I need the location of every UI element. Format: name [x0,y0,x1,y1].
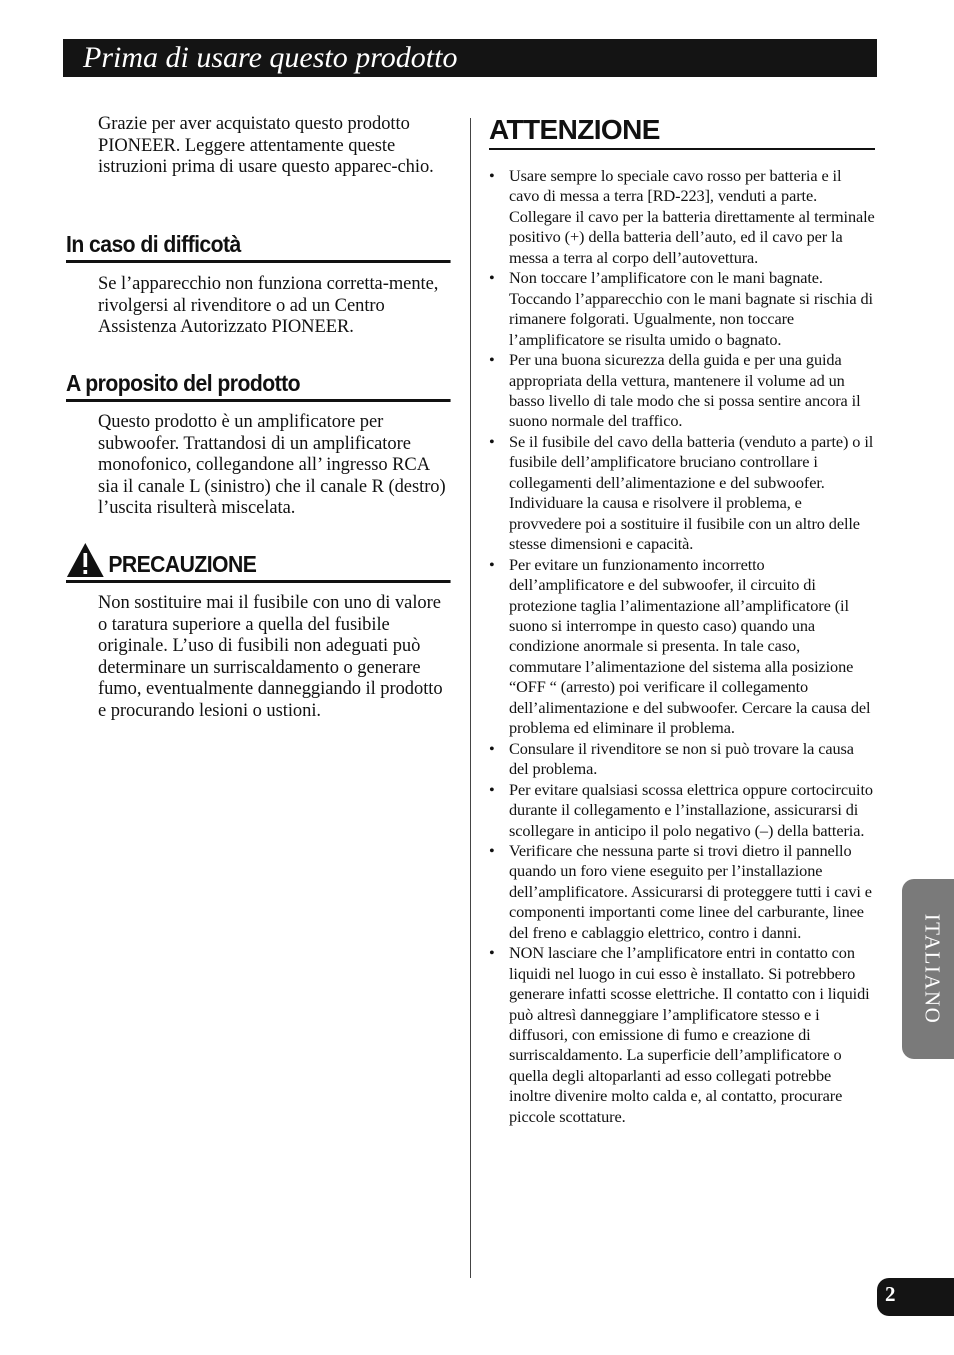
list-item-text: Usare sempre lo speciale cavo rosso per batteria e il cavo di messa a terra [RD-223], venduti a parte. Collegare il cavo per la batteria direttamente al terminale positivo (+) della batteria dell’auto, ed il cavo per la messa a terra al corpo dell’autovettura. [509,166,875,267]
bullet-icon: • [489,779,495,799]
column-divider [470,118,471,1278]
bullet-icon: • [489,268,495,288]
list-item [489,555,875,739]
list-item [489,943,875,1127]
list-item-text: NON lasciare che l’amplificatore entri in contatto con liquidi nel luogo in cui esso è installato. Si potrebbero generare infatti scosse elettriche. Il contatto con i liquidi può altresì danneggiare l’amplificatore stesso e i diffusori, con emissione di fumo e creazione di surriscaldamento. La superficie dell’amplificatore o quella degli altoparlanti ad esso collegati potrebbe inoltre divenire molto calda e, al contatto, procurare piccole scottature. [509,943,870,1126]
list-item-text: Se il fusibile del cavo della batteria (venduto a parte) o il fusibile dell’amplificatore bruciano controllare i collegamenti dell’alimentazione e del subwoofer. Individuare la causa e risolvere il problema, e provvedere poi a sostituire il fusibile con un altro delle stesse dimensioni e capacità. [509,431,874,554]
bullet-icon: • [489,431,495,451]
language-tab-label: ITALIANO [920,913,945,1025]
heading-attenzione: ATTENZIONE [489,114,875,150]
list-item-text: Per una buona sicurezza della guida e per una guida appropriata della vettura, mantenere il volume ad un basso livello di tale modo che si possa sentire ancora il suono normale del traffico. [509,350,861,431]
list-item [489,350,875,432]
attenzione-list [489,166,875,1127]
list-item [489,432,875,555]
intro-text: Grazie per aver acquistato questo prodotto PIONEER. Leggere attentamente queste istruzioni prima di usare questo apparec-chio. [98,114,434,178]
list-item [489,166,875,268]
heading-precauzione [66,542,451,583]
list-item-text: Non toccare l’amplificatore con le mani bagnate. Toccando l’apparecchio con le mani bagnate si rischia di rimanere folgorati. Ugualmente, non toccare l’amplificatore se risulta umido o bagnato. [509,268,873,349]
page-number-badge [877,1278,954,1316]
bullet-icon: • [489,943,495,963]
bullet-icon: • [489,738,495,758]
text-difficolta: Se l’apparecchio non funziona corretta-mente, rivolgersi al rivenditore o ad un Centro Assistenza Autorizzato PIONEER. [98,274,439,338]
bullet-icon: • [489,350,495,370]
language-tab [902,879,954,1059]
list-item [489,780,875,841]
list-item-text: Verificare che nessuna parte si trovi dietro il pannello quando un foro viene eseguito per l’installazione dell’amplificatore. Assicurarsi di proteggere tutti i cavi e componenti importanti come linee del carburante, linee del freno e cablaggio elettrico, contro i danni. [509,840,872,942]
text-precauzione: Non sostituire mai il fusibile con uno di valore o taratura superiore a quella del fusibile originale. L’uso di fusibili non adeguati può determinare un surriscaldamento o generare fumo, eventualmente danneggiando il prodotto e procurando lesioni o ustioni. [98,593,443,721]
bullet-icon: • [489,554,495,574]
list-item [489,739,875,780]
list-item-text: Consulare il rivenditore se non si può trovare la causa del problema. [509,738,854,779]
right-column [489,114,875,1127]
page-number: 2 [885,1282,896,1306]
list-item-text: Per evitare un funzionamento incorretto dell’amplificatore e del subwoofer, il circuito di protezione taglia l’alimentazione all’amplificatore (il suono si interrompe in questo caso) quando una condizione anormale si presenta. In tale caso, commutare l’alimentazione del sistema alla posizione “OFF “ (arresto) poi verificare il collegamento dell’alimentazione e del subwoofer. Cercare la causa del problema ed eliminare il problema. [509,554,871,738]
list-item [489,841,875,943]
heading-difficolta: In caso di difficotà [66,231,451,263]
list-item [489,268,875,350]
text-prodotto: Questo prodotto è un amplificatore per subwoofer. Trattandosi di un amplificatore monofonico, collegandone all’ ingresso RCA sia il canale L (sinistro) che il canale R (destro) l’uscita risulterà miscelata. [98,412,446,519]
heading-prodotto: A proposito del prodotto [66,370,451,402]
bullet-icon: • [489,166,495,185]
list-item-text: Per evitare qualsiasi scossa elettrica oppure cortocircuito durante il collegamento e l’installazione, assicurarsi di scollegare in anticipo il polo negativo (–) della batteria. [509,779,873,840]
page-title: Prima di usare questo prodotto [63,39,877,77]
bullet-icon: • [489,840,495,860]
heading-precauzione-label: PRECAUZIONE [108,551,257,577]
warning-icon [66,542,105,578]
